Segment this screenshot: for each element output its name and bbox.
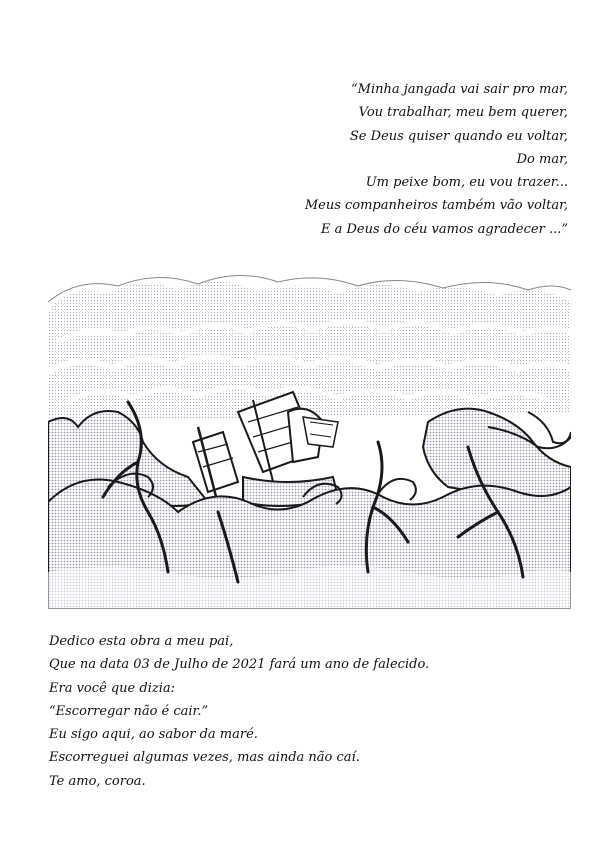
- epigraph-verse: [208, 78, 568, 241]
- dedication-line: Eu sigo aqui, ao sabor da maré.: [49, 727, 258, 743]
- sky-clouds: [48, 275, 571, 422]
- epigraph-line: Um peixe bom, eu vou trazer...: [365, 175, 568, 191]
- dedication-line: Que na data 03 de Julho de 2021 fará um ano de falecido.: [49, 657, 430, 673]
- epigraph-line: E a Deus do céu vamos agradecer ...”: [320, 221, 568, 237]
- storm-sea-illustration: [48, 272, 571, 609]
- epigraph-line: Meus companheiros também vão voltar,: [304, 198, 568, 214]
- dedication-line: Escorreguei algumas vezes, mas ainda não caí.: [49, 750, 360, 766]
- epigraph-line: Vou trabalhar, meu bem querer,: [358, 105, 568, 121]
- epigraph-line: Se Deus quiser quando eu voltar,: [349, 128, 568, 144]
- dedication-line: “Escorregar não é cair.”: [49, 703, 209, 719]
- dedication-line: Te amo, coroa.: [49, 773, 146, 789]
- dedication-line: Era você que dizia:: [49, 680, 176, 696]
- dedication-line: Dedico esta obra a meu pai,: [49, 634, 234, 649]
- epigraph-line: Do mar,: [516, 151, 568, 167]
- storm-sea-drawing: [48, 272, 571, 609]
- epigraph-line: “Minha jangada vai sair pro mar,: [351, 82, 568, 97]
- dedication-text: [49, 630, 569, 793]
